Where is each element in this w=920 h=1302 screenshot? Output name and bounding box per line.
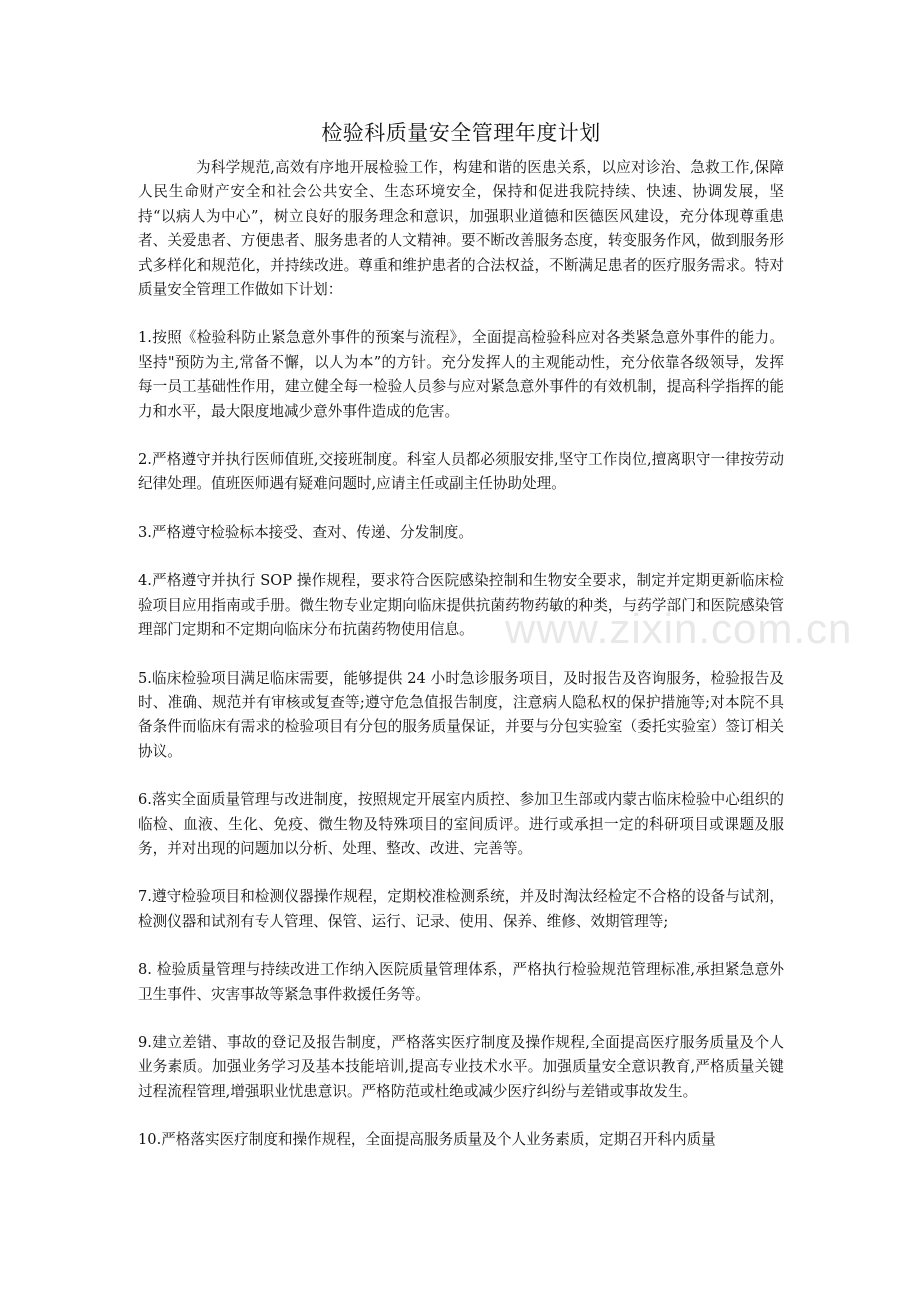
- plan-item-1: 1.按照《检验科防止紧急意外事件的预案与流程》，全面提高检验科应对各类紧急意外事件的能力。坚持"预防为主,常备不懈，以人为本”的方针。充分发挥人的主观能动性，充分依靠各级领导，发挥每一员工基础性作用，建立健全每一检验人员参与应对紧急意外事件的有效机制，提高科学指挥的能力和水平，最大限度地减少意外事件造成的危害。: [138, 329, 784, 420]
- plan-item-7: 7.遵守检验项目和检测仪器操作规程，定期校准检测系统，并及时淘汰经检定不合格的设备与试剂，检测仪器和试剂有专人管理、保管、运行、记录、使用、保养、维修、效期管理等;: [138, 888, 784, 930]
- document-page: [138, 116, 784, 1153]
- plan-item-5: 5.临床检验项目满足临床需要，能够提供 24 小时急诊服务项目，及时报告及咨询服务，检验报告及时、准确、规范并有审核或复查等;遵守危急值报告制度，注意病人隐私权的保护措施等;对本院不具备条件而临床有需求的检验项目有分包的服务质量保证，并要与分包实验室（委托实验室）签订相关协议。: [138, 669, 784, 760]
- plan-item-6: 6.落实全面质量管理与改进制度，按照规定开展室内质控、参加卫生部或内蒙古临床检验中心组织的临检、血液、生化、免疫、微生物及特殊项目的室间质评。进行或承担一定的科研项目或课题及服务，并对出现的问题加以分析、处理、整改、改进、完善等。: [138, 791, 784, 857]
- plan-item-9: 9.建立差错、事故的登记及报告制度，严格落实医疗制度及操作规程,全面提高医疗服务质量及个人业务素质。加强业务学习及基本技能培训,提高专业技术水平。加强质量安全意识教育,严格质量关键过程流程管理,增强职业忧患意识。严格防范或杜绝或减少医疗纠纷与差错或事故发生。: [138, 1033, 784, 1100]
- watermark-text: www.zixin.com.cn: [505, 605, 853, 652]
- intro-paragraph: 为科学规范,高效有序地开展检验工作，构建和谐的医患关系，以应对诊治、急救工作,保障人民生命财产安全和社会公共安全、生态环境安全，保持和促进我院持续、快速、协调发展，坚持“以病人为中心”，树立良好的服务理念和意识，加强职业道德和医德医风建设，充分体现尊重患者、关爱患者、方便患者、服务患者的人文精神。要不断改善服务态度，转变服务作风，做到服务形式多样化和规范化，并持续改进。尊重和维护患者的合法权益，不断满足患者的医疗服务需求。特对质量安全管理工作做如下计划：: [138, 159, 784, 299]
- plan-item-3: 3.严格遵守检验标本接受、查对、传递、分发制度。: [138, 523, 473, 541]
- plan-item-8: 8. 检验质量管理与持续改进工作纳入医院质量管理体系，严格执行检验规范管理标准,承担紧急意外卫生事件、灾害事故等紧急事件救援任务等。: [138, 961, 784, 1003]
- plan-item-4: 4.严格遵守并执行 SOP 操作规程，要求符合医院感染控制和生物安全要求，制定并定期更新临床检验项目应用指南或手册。微生物专业定期向临床提供抗菌药物药敏的种类，与药学部门和医院感染管理部门定期和不定期向临床分布抗菌药物使用信息。: [138, 572, 784, 639]
- document-title: 检验科质量安全管理年度计划: [321, 121, 601, 145]
- plan-item-2: 2.严格遵守并执行医师值班,交接班制度。科室人员都必须服安排,坚守工作岗位,擅离职守一律按劳动纪律处理。值班医师遇有疑难问题时,应请主任或副主任协助处理。: [138, 451, 784, 493]
- plan-item-10: 10.严格落实医疗制度和操作规程，全面提高服务质量及个人业务素质，定期召开科内质量: [138, 1131, 716, 1149]
